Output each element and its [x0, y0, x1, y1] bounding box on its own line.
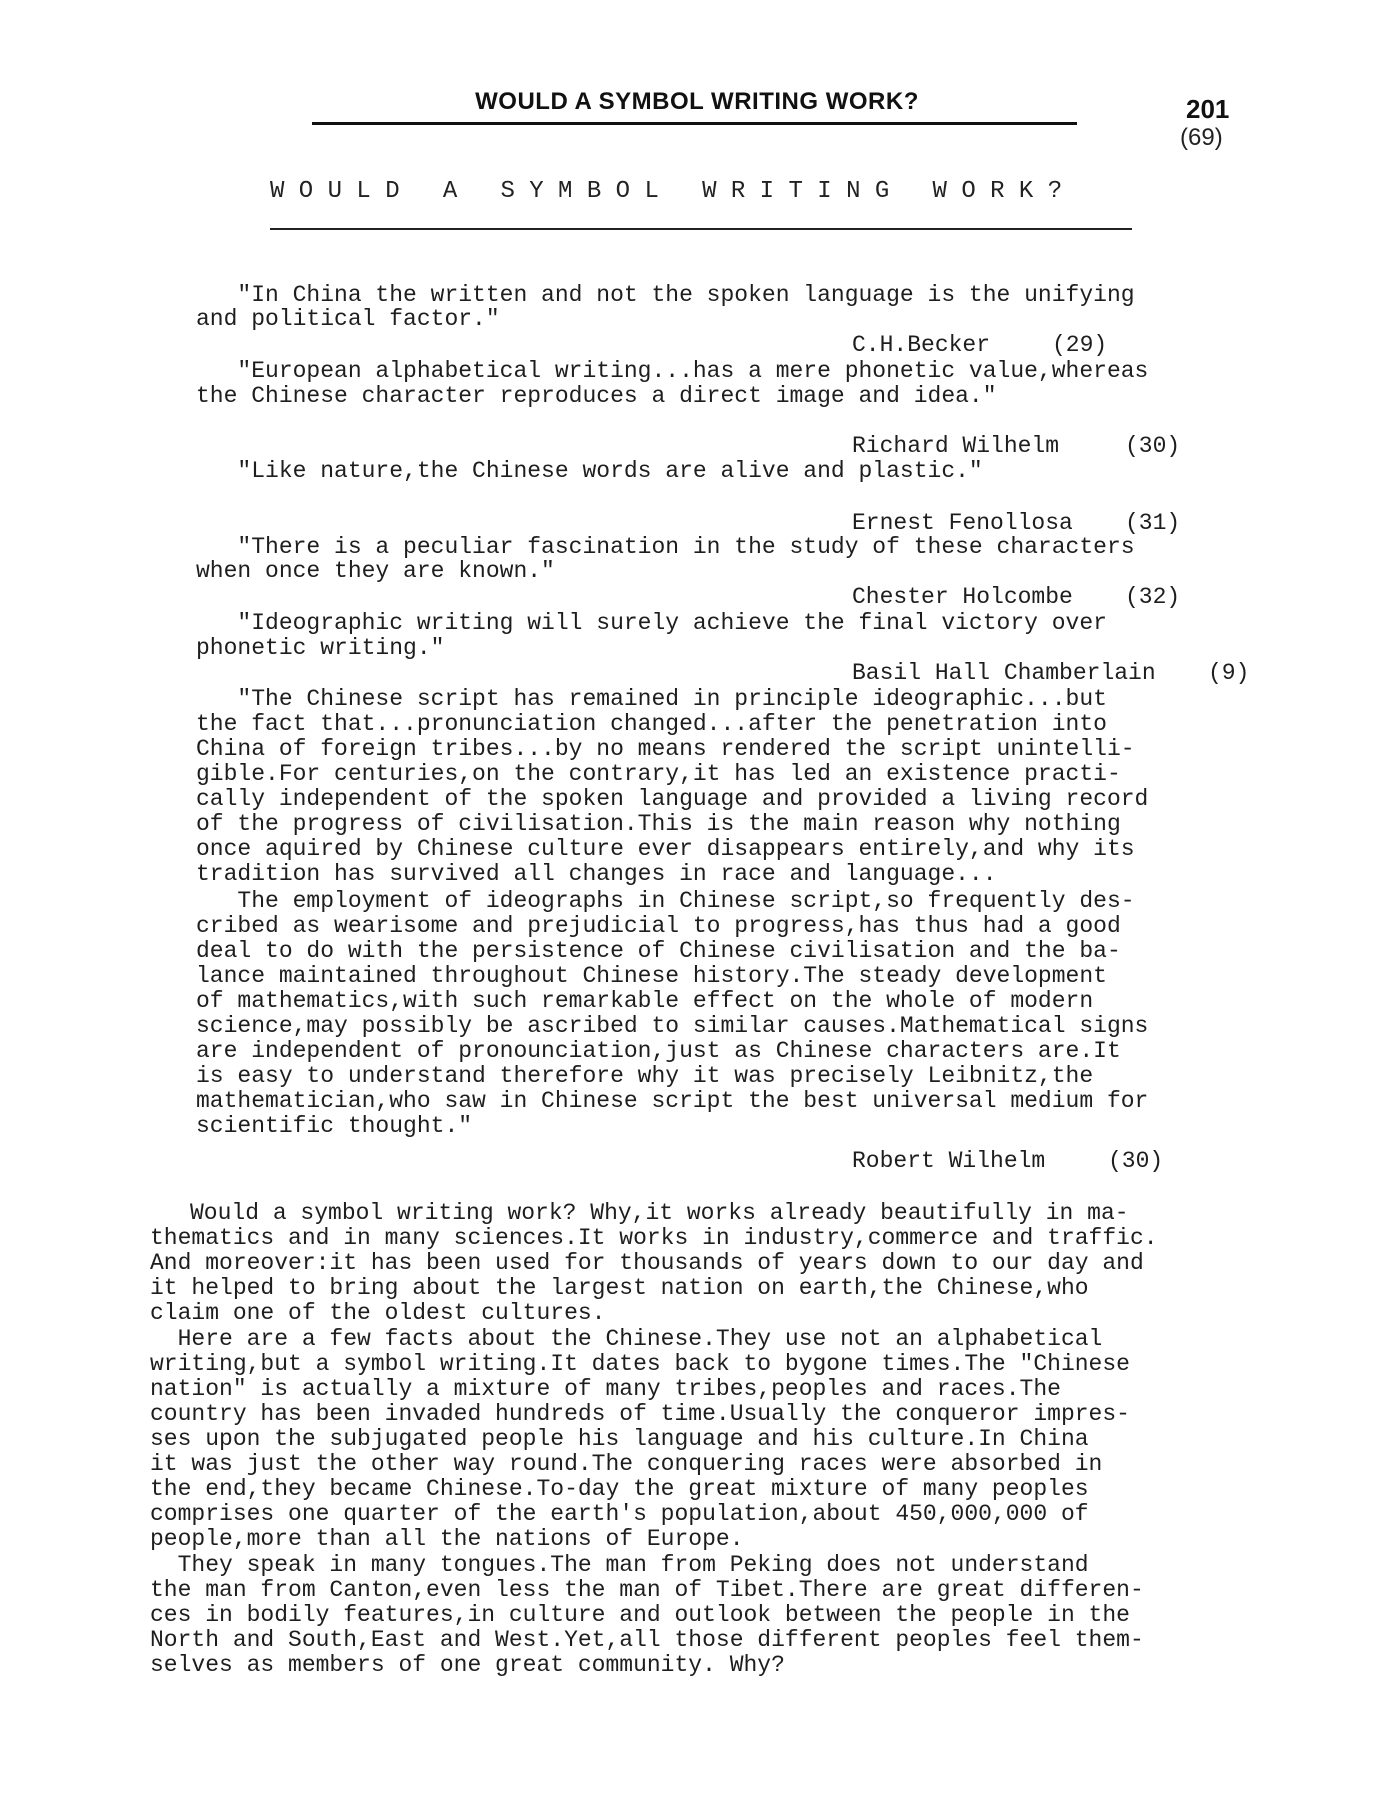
quote-line: of the progress of civilisation.This is the main reason why nothing: [196, 811, 1121, 837]
quote-line: deal to do with the persistence of Chinese civilisation and the ba-: [196, 938, 1121, 964]
quote-line: is easy to understand therefore why it was precisely Leibnitz,the: [196, 1063, 1094, 1089]
running-title: WOULD A SYMBOL WRITING WORK?: [475, 88, 919, 115]
body-line: Would a symbol writing work? Why,it works already beautifully in ma-: [190, 1200, 1129, 1226]
quote-reference: (30): [1125, 433, 1181, 459]
quote-reference: (29): [1052, 332, 1108, 358]
body-line: it helped to bring about the largest nation on earth,the Chinese,who: [150, 1275, 1089, 1301]
body-line: Here are a few facts about the Chinese.They use not an alphabetical: [150, 1326, 1103, 1352]
quote-reference: (9): [1208, 660, 1250, 686]
body-line: claim one of the oldest cultures.: [150, 1300, 606, 1326]
quote-line: once aquired by Chinese culture ever disappears entirely,and why its: [196, 836, 1135, 862]
quote-line: "European alphabetical writing...has a mere phonetic value,whereas: [196, 358, 1149, 384]
body-line: selves as members of one great community. Why?: [150, 1652, 785, 1678]
quote-line: tradition has survived all changes in race and language...: [196, 861, 997, 887]
quote-line: "In China the written and not the spoken language is the unifying: [196, 282, 1135, 308]
quote-line: The employment of ideographs in Chinese script,so frequently des-: [196, 888, 1135, 914]
quote-line: the Chinese character reproduces a direct image and idea.": [196, 383, 997, 409]
quote-line: "Ideographic writing will surely achieve the final victory over: [196, 610, 1107, 636]
quote-author: Chester Holcombe: [852, 584, 1073, 610]
quote-reference: (30): [1108, 1148, 1164, 1174]
quote-line: scientific thought.": [196, 1113, 473, 1139]
quote-line: and political factor.": [196, 306, 500, 332]
body-line: And moreover:it has been used for thousands of years down to our day and: [150, 1250, 1144, 1276]
body-line: country has been invaded hundreds of time.Usually the conqueror impres-: [150, 1401, 1130, 1427]
body-line: North and South,East and West.Yet,all those different peoples feel them-: [150, 1627, 1144, 1653]
body-line: ces in bodily features,in culture and outlook between the people in the: [150, 1602, 1130, 1628]
body-line: ses upon the subjugated people his language and his culture.In China: [150, 1426, 1089, 1452]
quote-author: Basil Hall Chamberlain: [852, 660, 1156, 686]
body-line: people,more than all the nations of Europe.: [150, 1526, 744, 1552]
quote-line: phonetic writing.": [196, 635, 445, 661]
body-line: the man from Canton,even less the man of Tibet.There are great differen-: [150, 1577, 1144, 1603]
quote-line: lance maintained throughout Chinese history.The steady development: [196, 963, 1107, 989]
article-title: W O U L D A S Y M B O L W R I T I N G W O R K ?: [270, 178, 1063, 205]
quote-line: mathematician,who saw in Chinese script the best universal medium for: [196, 1088, 1149, 1114]
page-number: 201: [1186, 94, 1230, 124]
body-line: the end,they became Chinese.To-day the great mixture of many peoples: [150, 1476, 1089, 1502]
quote-line: of mathematics,with such remarkable effect on the whole of modern: [196, 988, 1094, 1014]
quote-line: "The Chinese script has remained in principle ideographic...but: [196, 686, 1107, 712]
quote-line: the fact that...pronunciation changed...after the penetration into: [196, 711, 1107, 737]
body-line: thematics and in many sciences.It works in industry,commerce and traffic.: [150, 1225, 1158, 1251]
quote-line: when once they are known.": [196, 558, 555, 584]
body-line: nation" is actually a mixture of many tribes,peoples and races.The: [150, 1376, 1061, 1402]
quote-line: cally independent of the spoken language and provided a living record: [196, 786, 1149, 812]
original-page-number: (69): [1180, 124, 1223, 151]
header-rule: [312, 122, 1077, 125]
quote-line: China of foreign tribes...by no means rendered the script unintelli-: [196, 736, 1135, 762]
quote-reference: (32): [1125, 584, 1181, 610]
quote-line: "There is a peculiar fascination in the study of these characters: [196, 534, 1135, 560]
quote-line: "Like nature,the Chinese words are alive and plastic.": [196, 458, 983, 484]
body-line: They speak in many tongues.The man from Peking does not understand: [150, 1552, 1089, 1578]
quote-author: Richard Wilhelm: [852, 433, 1060, 459]
quote-line: are independent of pronounciation,just as Chinese characters are.It: [196, 1038, 1121, 1064]
title-rule: [270, 228, 1132, 230]
quote-line: science,may possibly be ascribed to similar causes.Mathematical signs: [196, 1013, 1149, 1039]
quote-reference: (31): [1125, 510, 1181, 536]
quote-line: cribed as wearisome and prejudicial to progress,has thus had a good: [196, 913, 1121, 939]
body-line: writing,but a symbol writing.It dates back to bygone times.The "Chinese: [150, 1351, 1130, 1377]
quote-author: Ernest Fenollosa: [852, 510, 1073, 536]
quote-line: gible.For centuries,on the contrary,it has led an existence practi-: [196, 761, 1121, 787]
body-line: it was just the other way round.The conquering races were absorbed in: [150, 1451, 1103, 1477]
quote-author: C.H.Becker: [852, 332, 991, 358]
quote-author: Robert Wilhelm: [852, 1148, 1046, 1174]
body-line: comprises one quarter of the earth's population,about 450,000,000 of: [150, 1501, 1089, 1527]
